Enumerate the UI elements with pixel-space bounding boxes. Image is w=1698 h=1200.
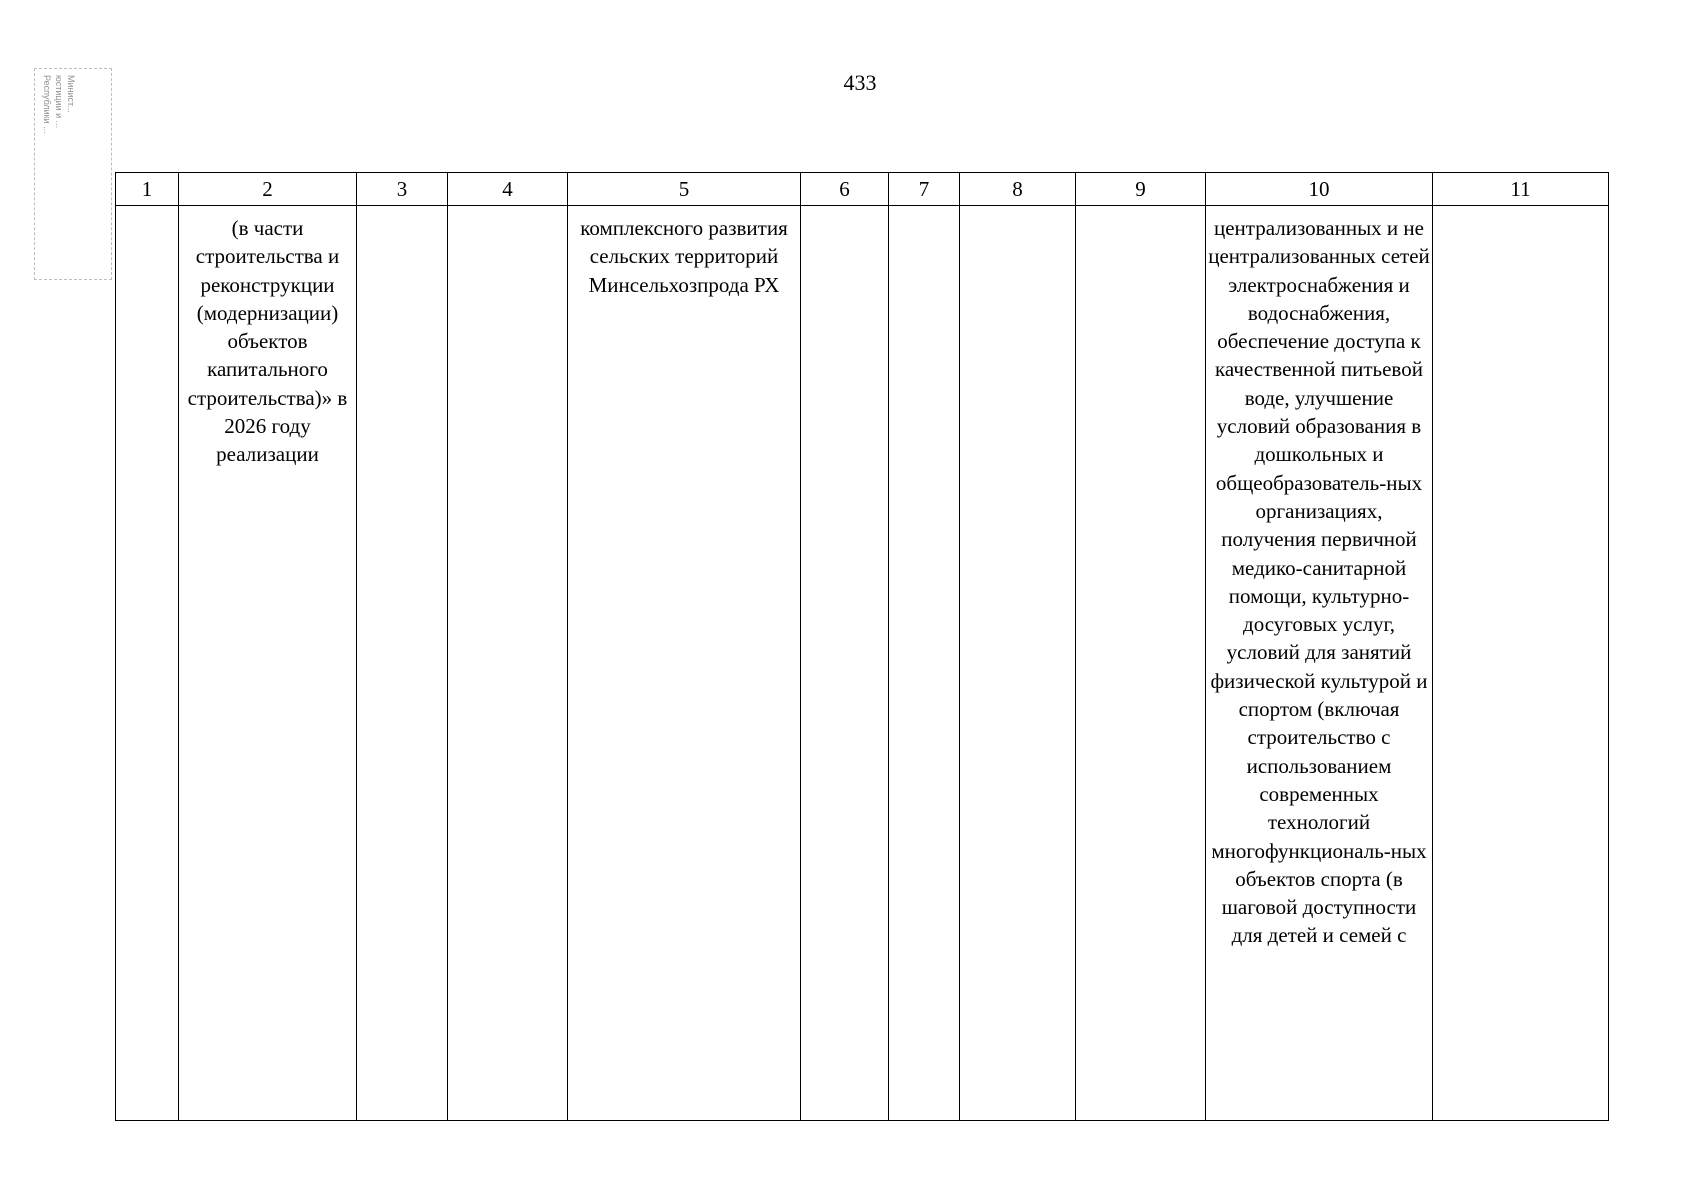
column-header-6: 6 — [801, 173, 889, 206]
column-header-3: 3 — [357, 173, 448, 206]
table-row — [116, 206, 1609, 1121]
cell-col3 — [357, 206, 448, 1121]
cell-col10: централизованных и не централизованных сетей электроснабжения и водоснабжения, обеспечение доступа к качественной питьевой воде, улучшение условий образования в дошкольных и общеобразователь-ных организациях, получения первичной медико-санитарной помощи, культурно-досуговых услуг, условий для занятий физической культурой и спортом (включая строительство с использованием современных технологий многофункциональ-ных объектов спорта (в шаговой доступности для детей и семей с — [1206, 206, 1433, 1121]
column-header-7: 7 — [889, 173, 960, 206]
column-header-9: 9 — [1076, 173, 1206, 206]
header-row — [116, 173, 1609, 206]
column-header-11: 11 — [1433, 173, 1609, 206]
cell-col4 — [448, 206, 568, 1121]
data-table — [115, 172, 1609, 1121]
cell-col2: (в части строительства и реконструкции (модернизации) объектов капитального строительства)» в 2026 году реализации — [179, 206, 357, 1121]
stamp-text: Минист... юстиции и ... Республики ... — [42, 75, 76, 134]
column-header-1: 1 — [116, 173, 179, 206]
column-header-8: 8 — [960, 173, 1076, 206]
column-header-10: 10 — [1206, 173, 1433, 206]
column-header-4: 4 — [448, 173, 568, 206]
cell-col9 — [1076, 206, 1206, 1121]
registration-stamp — [34, 68, 112, 280]
column-header-5: 5 — [568, 173, 801, 206]
cell-col5: комплексного развития сельских территорий Минсельхозпрода РХ — [568, 206, 801, 1121]
cell-col8 — [960, 206, 1076, 1121]
cell-col1 — [116, 206, 179, 1121]
column-header-2: 2 — [179, 173, 357, 206]
page-number: 433 — [843, 70, 877, 95]
cell-col6 — [801, 206, 889, 1121]
cell-col7 — [889, 206, 960, 1121]
cell-col11 — [1433, 206, 1609, 1121]
